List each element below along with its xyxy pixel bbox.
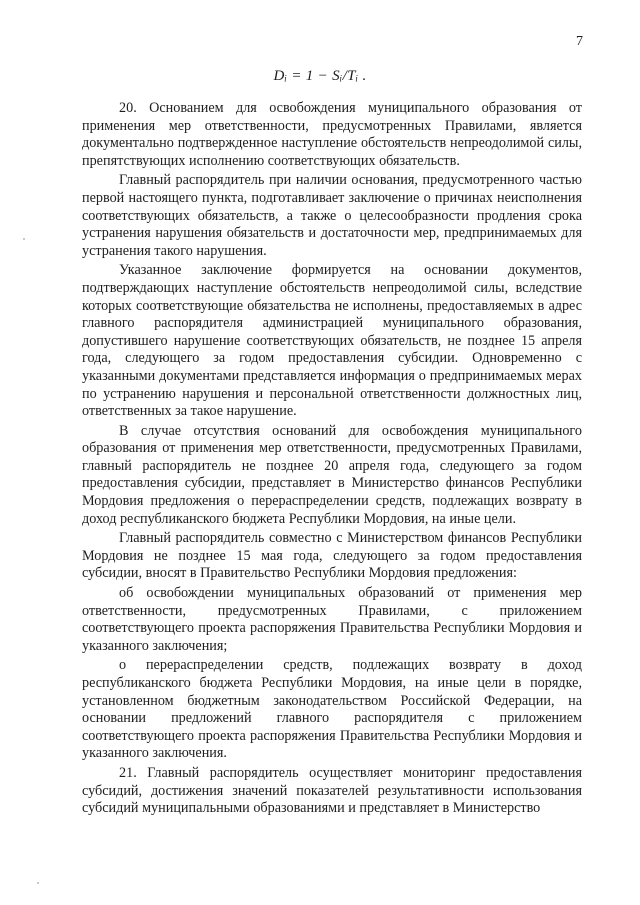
page-number: 7 [576,34,583,49]
paragraph-clause-21: 21. Главный распорядитель осуществляет мониторинг предоставления субсидий, достижения значений показателей результативности использования субсидий муниципальными образованиями и представляет в Министерство [82,764,582,817]
scan-speck [37,882,39,884]
paragraph-conclusion-basis: Указанное заключение формируется на основании документов, подтверждающих наступление обстоятельств непреодолимой силы, вследствие которых соответствующие обязательства не исполнены, предоставляемых в адрес главного распорядителя администрацией муниципального образования, допустившего нарушение соответствующих обязательств, не позднее 15 апреля года, следующего за годом предоставления субсидии. Одновременно с указанными документами представляется информация о предпринимаемых мерах по устранению нарушения и персональной ответственности должностных лиц, ответственных за такое нарушение. [82,262,582,420]
document-body [82,100,582,818]
paragraph-clause-20: 20. Основанием для освобождения муниципального образования от применения мер ответственности, предусмотренных Правилами, является документально подтвержденное наступление обстоятельств непреодолимой силы, препятствующих исполнению соответствующих обязательств. [82,100,582,169]
scan-speck [23,238,25,240]
formula: Dᵢ = 1 − Sᵢ/Tᵢ . [273,68,367,84]
paragraph-proposal-redistribution: о перераспределении средств, подлежащих возврату в доход республиканского бюджета Республики Мордовия, на иные цели в порядке, установленном бюджетным законодательством Российской Федерации, на основании предложений главного распорядителя с приложением соответствующего проекта распоряжения Правительства Республики Мордовия и указанного заключения. [82,657,582,762]
paragraph-conclusion-preparation: Главный распорядитель при наличии основания, предусмотренного частью первой настоящего пункта, подготавливает заключение о причинах неисполнения соответствующих обязательств, а также о целесообразности продления срока устранения нарушения обязательств и достаточности мер, предпринимаемых для устранения такого нарушения. [82,172,582,259]
paragraph-proposal-exemption: об освобождении муниципальных образований от применения мер ответственности, предусмотренных Правилами, с приложением соответствующего проекта распоряжения Правительства Республики Мордовия и указанного заключения; [82,585,582,654]
paragraph-proposals: Главный распорядитель совместно с Министерством финансов Республики Мордовия не позднее 15 мая года, следующего за годом предоставления субсидии, вносят в Правительство Республики Мордовия предложения: [82,530,582,582]
paragraph-no-grounds: В случае отсутствия оснований для освобождения муниципального образования от применения мер ответственности, предусмотренных Правилами, главный распорядитель не позднее 20 апреля года, следующего за годом предоставления субсидии, представляет в Министерство финансов Республики Мордовия предложения о перераспределении средств, подлежащих возврату в доход республиканского бюджета Республики Мордовия, на иные цели. [82,422,582,527]
